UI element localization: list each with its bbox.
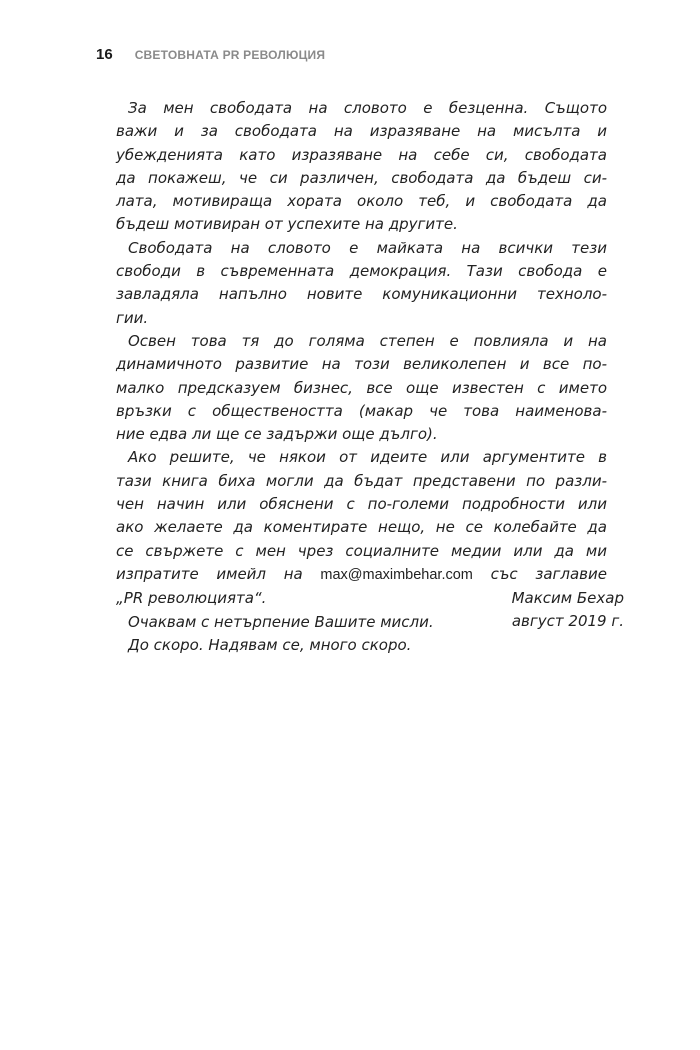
page-number: 16 [96, 46, 113, 63]
text-line: да покажеш, че си различен, свободата да бъдеш си- [116, 168, 607, 187]
signature [512, 587, 624, 634]
paragraph-mother-of-freedoms [116, 237, 607, 330]
paragraph-see-you-soon [116, 634, 607, 657]
text-line: До скоро. Надявам се, много скоро. [128, 635, 412, 654]
text-line: се свържете с мен чрез социалните медии или да ми [116, 541, 607, 560]
paragraph-freedom-of-speech [116, 97, 607, 237]
text-line: малко предсказуем бизнес, все още известен с името [116, 378, 607, 397]
text-line: убежденията като изразяване на себе си, свободата [116, 145, 607, 164]
text-line: връзки с обществеността (макар че това наименова- [116, 401, 607, 420]
text-line: ние едва ли ще се задържи още дълго). [116, 425, 438, 444]
text-line: важи и за свободата на изразяване на мисълта и [116, 122, 607, 141]
text-line: чен начин или обяснени с по-големи подробности или [116, 495, 607, 514]
email-link[interactable]: max@maximbehar.com [320, 566, 473, 583]
signature-date: август 2019 г. [511, 612, 624, 631]
email-line-before: изпратите имейл на [116, 564, 321, 583]
text-line: лата, мотивираща хората около теб, и свободата да [116, 192, 607, 211]
paragraph-pr-business [116, 330, 607, 446]
email-line [116, 563, 607, 587]
text-line: тази книга биха могли да бъдат представени по разли- [116, 471, 607, 490]
page-header [96, 46, 325, 70]
text-line: бъдеш мотивиран от успехите на другите. [116, 215, 458, 234]
text-line: свободи в съвременната демокрация. Тази свобода е [116, 262, 607, 281]
text-line: Освен това тя до голяма степен е повлияла и на [128, 331, 607, 350]
author-name: Максим Бехар [511, 589, 624, 607]
text-line: „PR революцията“. [116, 589, 267, 608]
email-line-after: със заглавие [472, 564, 607, 583]
text-line: Очаквам с нетърпение Вашите мисли. [128, 612, 434, 631]
text-line: Ако решите, че някои от идеите или аргументите в [128, 448, 607, 467]
text-line: Свободата на словото е майката на всички тези [128, 238, 607, 257]
paragraph-contact [116, 446, 607, 610]
text-line: За мен свободата на словото е безценна. Същото [128, 99, 607, 117]
text-line: гии. [116, 308, 149, 327]
running-title: СВЕТОВНАТА PR РЕВОЛЮЦИЯ [134, 48, 326, 62]
text-line: ако желаете да коментирате нещо, не се колебайте да [116, 518, 607, 537]
text-line: динамичното развитие на този великолепен и все по- [116, 355, 607, 374]
text-line: завладяла напълно новите комуникационни техноло- [116, 285, 607, 304]
body-text [116, 97, 607, 657]
